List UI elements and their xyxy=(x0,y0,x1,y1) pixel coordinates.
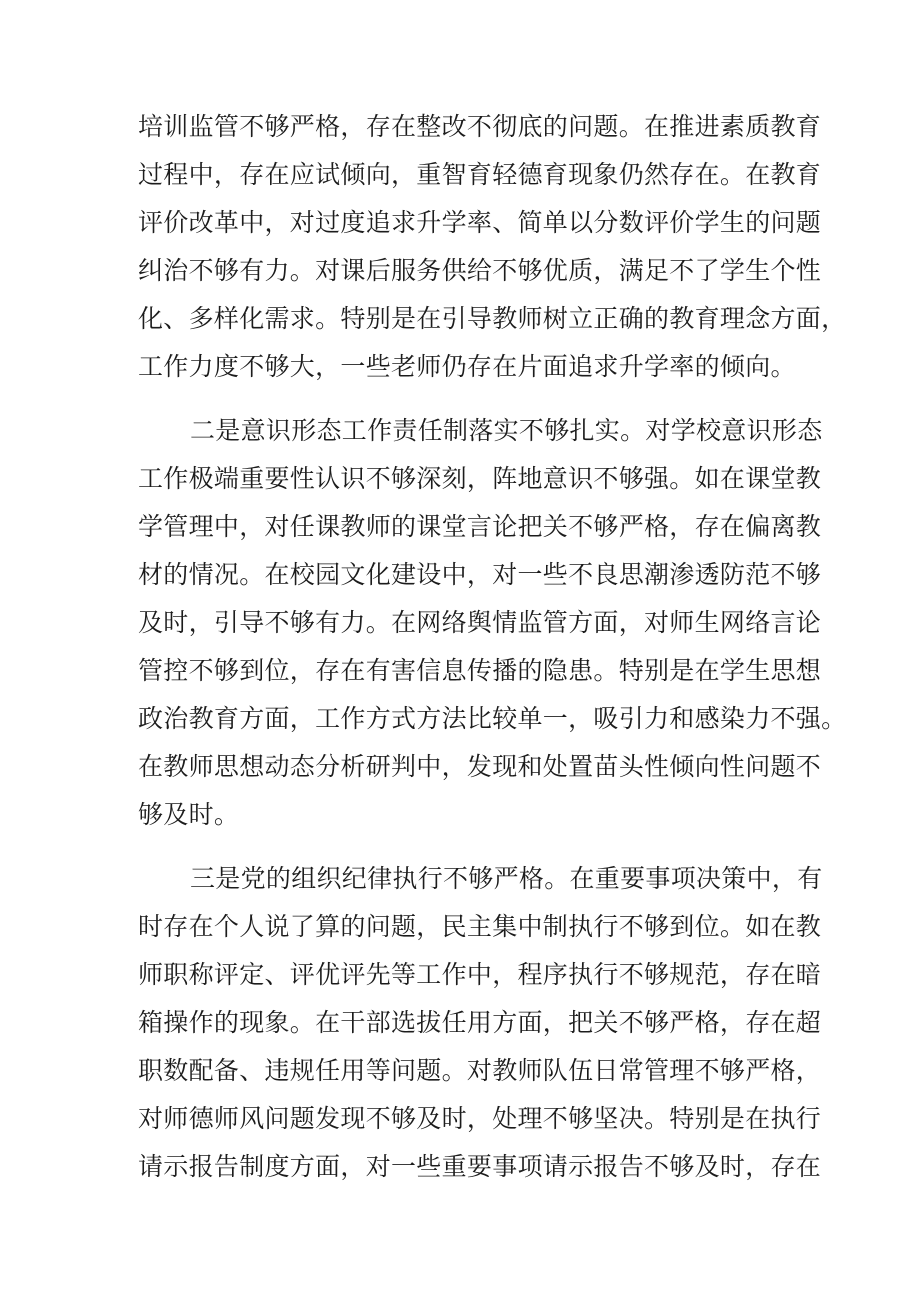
text-line: 学管理中，对任课教师的课堂言论把关不够严格，存在偏离教 xyxy=(138,512,822,541)
text-line: 对师德师风问题发现不够及时，处理不够坚决。特别是在执行 xyxy=(138,1104,822,1133)
text-line: 二是意识形态工作责任制落实不够扎实。对学校意识形态 xyxy=(190,416,823,445)
text-line: 工作极端重要性认识不够深刻，阵地意识不够强。如在课堂教 xyxy=(138,464,822,493)
text-line: 过程中，存在应试倾向，重智育轻德育现象仍然存在。在教育 xyxy=(138,160,822,189)
text-line: 材的情况。在校园文化建设中，对一些不良思潮渗透防范不够 xyxy=(138,560,822,589)
text-line: 箱操作的现象。在干部选拔任用方面，把关不够严格，存在超 xyxy=(138,1008,822,1037)
text-line: 管控不够到位，存在有害信息传播的隐患。特别是在学生思想 xyxy=(138,656,822,685)
text-line: 师职称评定、评优评先等工作中，程序执行不够规范，存在暗 xyxy=(138,960,822,989)
text-line: 够及时。 xyxy=(138,800,240,829)
text-line: 化、多样化需求。特别是在引导教师树立正确的教育理念方面， xyxy=(138,304,847,333)
text-line: 工作力度不够大，一些老师仍存在片面追求升学率的倾向。 xyxy=(138,352,796,381)
text-line: 职数配备、违规任用等问题。对教师队伍日常管理不够严格， xyxy=(138,1056,822,1085)
text-line: 在教师思想动态分析研判中，发现和处置苗头性倾向性问题不 xyxy=(138,752,822,781)
text-line: 请示报告制度方面，对一些重要事项请示报告不够及时，存在 xyxy=(138,1152,822,1181)
text-line: 评价改革中，对过度追求升学率、简单以分数评价学生的问题 xyxy=(138,208,822,237)
text-line: 政治教育方面，工作方式方法比较单一，吸引力和感染力不强。 xyxy=(138,704,847,733)
text-line: 及时，引导不够有力。在网络舆情监管方面，对师生网络言论 xyxy=(138,608,822,637)
text-line: 培训监管不够严格，存在整改不彻底的问题。在推进素质教育 xyxy=(138,112,822,141)
text-line: 纠治不够有力。对课后服务供给不够优质，满足不了学生个性 xyxy=(138,256,822,285)
text-line: 时存在个人说了算的问题，民主集中制执行不够到位。如在教 xyxy=(138,912,822,941)
text-line: 三是党的组织纪律执行不够严格。在重要事项决策中，有 xyxy=(190,864,823,893)
